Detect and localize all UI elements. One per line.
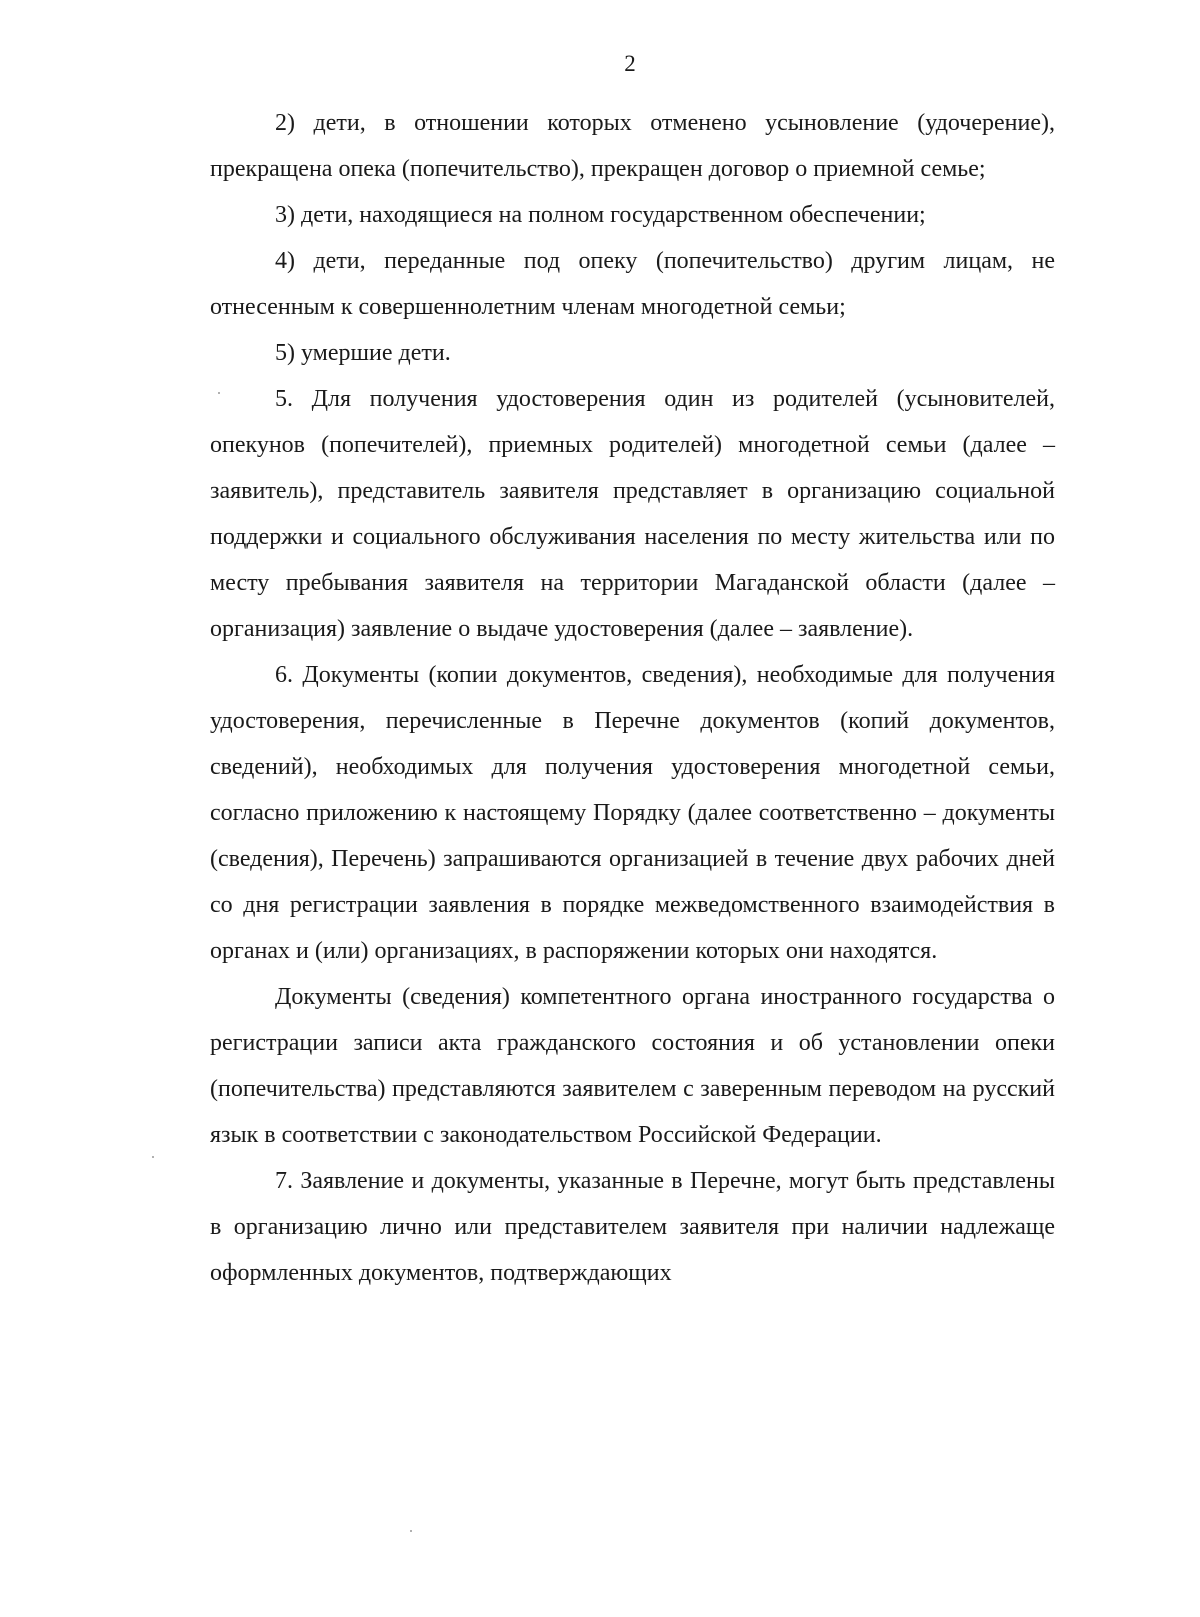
paragraph-item-4: 4) дети, переданные под опеку (попечительство) другим лицам, не отнесенным к совершеннолетним членам многодетной семьи; bbox=[210, 248, 1055, 320]
scan-speck bbox=[152, 1156, 154, 1158]
paragraph-item-2: 2) дети, в отношении которых отменено усыновление (удочерение), прекращена опека (попечительство), прекращен договор о приемной семье; bbox=[210, 110, 1055, 182]
scan-speck bbox=[410, 1530, 412, 1532]
paragraph-clause-6: 6. Документы (копии документов, сведения), необходимые для получения удостоверения, перечисленные в Перечне документов (копий документов, сведений), необходимых для получения удостоверения многодетной семьи, согласно приложению к настоящему Порядку (далее соответственно – документы (сведения), Перечень) запрашиваются организацией в течение двух рабочих дней со дня регистрации заявления в порядке межведомственного взаимодействия в органах и (или) организациях, в распоряжении которых они находятся. bbox=[210, 662, 1055, 964]
page-number: 2 bbox=[624, 51, 636, 76]
paragraph-clause-7: 7. Заявление и документы, указанные в Перечне, могут быть представлены в организацию лично или представителем заявителя при наличии надлежаще оформленных документов, подтверждающих bbox=[210, 1168, 1055, 1286]
paragraph-item-5: 5) умершие дети. bbox=[275, 340, 451, 366]
scan-speck bbox=[218, 392, 220, 394]
document-body bbox=[210, 100, 1055, 1296]
paragraph-foreign-documents: Документы (сведения) компетентного органа иностранного государства о регистрации записи акта гражданского состояния и об установлении опеки (попечительства) представляются заявителем с заверенным переводом на русский язык в соответствии с законодательством Российской Федерации. bbox=[210, 984, 1055, 1148]
paragraph-item-3: 3) дети, находящиеся на полном государственном обеспечении; bbox=[275, 202, 926, 228]
paragraph-clause-5: 5. Для получения удостоверения один из родителей (усыновителей, опекунов (попечителей), приемных родителей) многодетной семьи (далее – заявитель), представитель заявителя представляет в организацию социальной поддержки и социального обслуживания населения по месту жительства или по месту пребывания заявителя на территории Магаданской области (далее – организация) заявление о выдаче удостоверения (далее – заявление). bbox=[210, 386, 1055, 642]
